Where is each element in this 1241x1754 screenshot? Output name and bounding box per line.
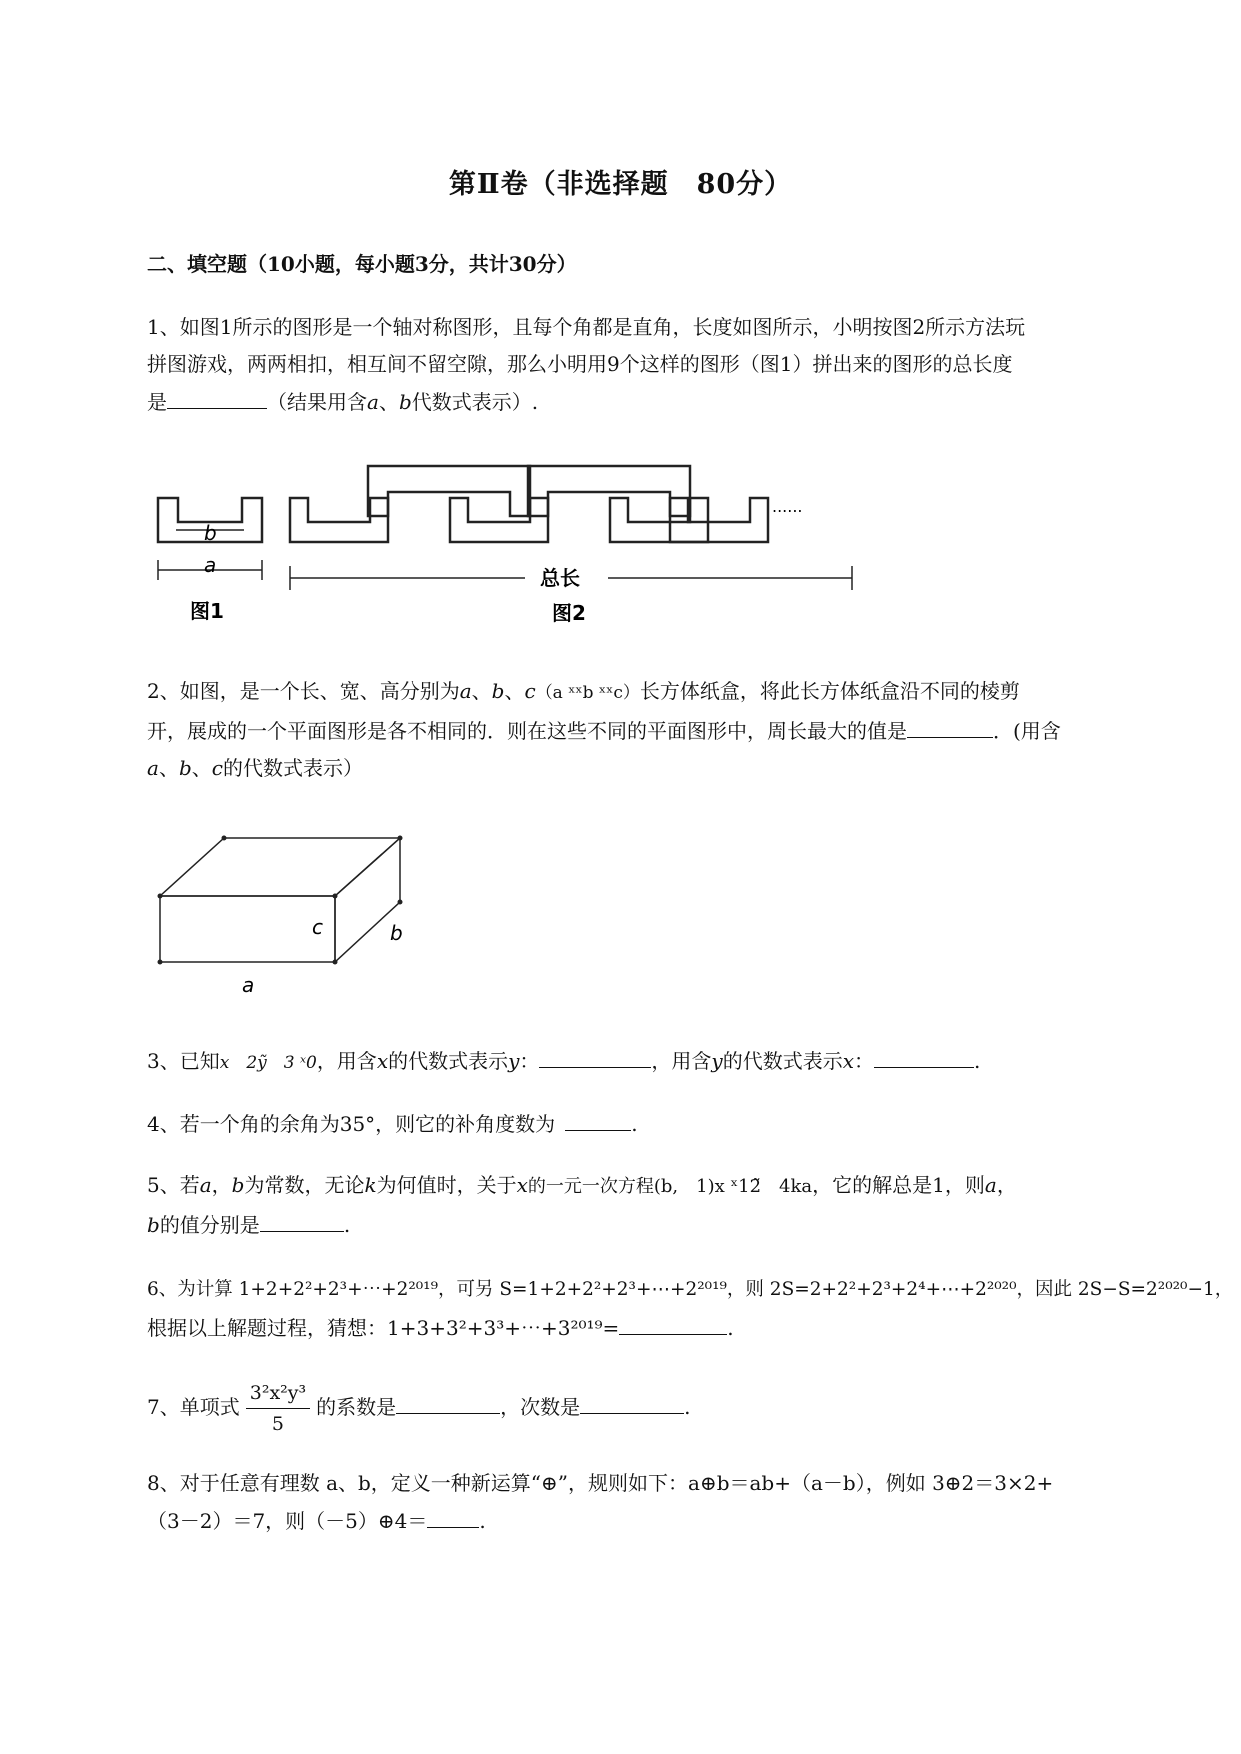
q5-text-f: 的值分别是 [159, 1213, 260, 1237]
page-title: 第Ⅱ卷（非选择题 80分） [448, 169, 793, 200]
q3-text-2: 的代数式表示 [388, 1049, 509, 1073]
q2-condition: （a ˣˣb ˣˣc） [535, 683, 640, 703]
q3-var-y1: y [508, 1049, 520, 1073]
q1-text-c: 代数式表示）. [411, 390, 539, 414]
q5-answer-blank[interactable] [260, 1209, 344, 1232]
q2-line3-sep2: 、 [191, 756, 212, 780]
q6-answer-blank[interactable] [619, 1312, 727, 1335]
q6-text-a: 根据以上解题过程，猜想：1+3+3²+3³+⋯+3²⁰¹⁹= [147, 1316, 620, 1340]
q2-text-e: 的代数式表示） [222, 756, 363, 780]
q5-equation: 的一元一次方程(b, 1)x ˣ12̃ 4ka [527, 1176, 813, 1197]
q1-figure [140, 460, 860, 630]
box-label-a: a [242, 973, 255, 997]
q5-line2 [147, 1209, 1157, 1240]
q4-text: 4、若一个角的余角为35°，则它的补角度数为 [147, 1112, 556, 1136]
q6-end: . [727, 1316, 734, 1340]
q2-line3-b: b [178, 756, 192, 780]
q1-var-b: b [398, 390, 412, 414]
q3-text-3: ： [519, 1049, 540, 1073]
q3-end: . [974, 1049, 981, 1073]
q2-box-figure [150, 820, 440, 1000]
q3-prefix: 3、已知 [147, 1049, 220, 1073]
q3-text-5: 的代数式表示 [722, 1049, 843, 1073]
q8-line1: 8、对于任意有理数 a、b，定义一种新运算“⊕”，规则如下：a⊕b＝ab+（a－b），例如 3⊕2＝3×2+ [147, 1471, 1054, 1495]
question-8 [147, 1468, 1157, 1536]
q5-var-a: a [199, 1173, 212, 1197]
q7-answer-blank-degree[interactable] [580, 1391, 684, 1414]
q3-text-6: ： [854, 1049, 874, 1073]
box-front-face [160, 896, 335, 962]
q1-var-a: a [367, 390, 379, 414]
q1-text-a: 是 [147, 390, 167, 414]
fig2-shape-3 [450, 498, 548, 542]
fig2-shape-1 [290, 498, 388, 542]
q2-text-d: ．(用含 [993, 719, 1061, 743]
box-label-b: b [390, 921, 403, 945]
q4-end: . [631, 1112, 638, 1136]
q5-var-a2: a [984, 1173, 997, 1197]
question-1 [147, 312, 1157, 417]
q5-text-b: 为常数，无论 [244, 1173, 365, 1197]
q3-answer-blank-x[interactable] [874, 1045, 974, 1068]
fig1-caption: 图1 [190, 599, 224, 623]
box-label-c: c [312, 915, 323, 939]
q7-fraction [246, 1378, 310, 1439]
q2-var-a: a [459, 679, 472, 703]
q8-text-a: （3－2）＝7，则（－5）⊕4＝ [147, 1509, 428, 1533]
fig1-label-a: a [204, 553, 217, 577]
question-6 [147, 1275, 1234, 1343]
q3-equation: x 2ỹ 3 ˣ0 [219, 1053, 317, 1073]
q5-text-e: ，它的解总是1，则 [812, 1173, 985, 1197]
q4-answer-blank[interactable] [565, 1108, 631, 1131]
q1-text-b: （结果用含 [267, 390, 367, 414]
fig2-total-label: 总长 [540, 566, 580, 590]
q8-line2 [147, 1505, 1157, 1536]
q7-numerator: 3²x²y³ [246, 1378, 310, 1409]
q7-answer-blank-coefficient[interactable] [396, 1391, 500, 1414]
question-3 [147, 1045, 1157, 1078]
fig2-shape-6 [670, 498, 768, 542]
q8-end: . [479, 1509, 486, 1533]
q5-end: . [343, 1213, 351, 1237]
q5-var-x: x [516, 1173, 528, 1197]
q5-var-k: k [364, 1173, 377, 1197]
q2-answer-blank[interactable] [907, 715, 993, 738]
fig2-caption: 图2 [552, 601, 586, 625]
q8-answer-blank[interactable] [427, 1505, 479, 1528]
q2-line3-a: a [147, 756, 159, 780]
q7-text-b: ，次数是 [500, 1395, 581, 1419]
q1-line1: 1、如图1所示的图形是一个轴对称图形，且每个角都是直角，长度如图所示，小明按图2所示方法玩 [147, 315, 1026, 339]
q7-text-a: 的系数是 [316, 1395, 397, 1419]
q3-var-x1: x [376, 1049, 389, 1073]
q6-line2 [147, 1312, 1167, 1343]
question-5 [147, 1170, 1157, 1240]
q2-line2 [147, 715, 1157, 746]
q7-prefix: 7、单项式 [147, 1395, 240, 1419]
q5-comma: ， [211, 1173, 232, 1197]
q2-line3-c: c [211, 756, 223, 780]
q2-line3 [147, 753, 1157, 783]
fig1-label-b: b [204, 521, 217, 545]
q2-sep2: 、 [504, 679, 525, 703]
q7-end: . [684, 1395, 691, 1419]
q2-text-a: 2、如图，是一个长、宽、高分别为 [147, 679, 460, 703]
question-2 [147, 676, 1157, 783]
q5-text-c: 为何值时，关于 [376, 1173, 517, 1197]
q2-text-c: 开，展成的一个平面图形是各不相同的．则在这些不同的平面图形中，周长最大的值是 [147, 719, 907, 743]
q2-line1 [147, 676, 1157, 708]
q3-var-y2: y [711, 1049, 723, 1073]
q1-sep: 、 [378, 390, 399, 414]
q3-text-1: ，用含 [316, 1049, 377, 1073]
q2-text-b: 长方体纸盒，将此长方体纸盒沿不同的棱剪 [639, 679, 1020, 703]
q1-line2: 拼图游戏，两两相扣，相互间不留空隙，那么小明用9个这样的图形（图1）拼出来的图形的总长度 [147, 352, 1013, 376]
q5-line1 [147, 1170, 1157, 1202]
q6-line1: 6、为计算 1+2+2²+2³+⋯+2²⁰¹⁹，可另 S=1+2+2²+2³+⋯+2²⁰¹⁹，则 2S=2+2²+2³+2⁴+⋯+2²⁰²⁰，因此 2S−S=2²⁰²⁰−1， [147, 1279, 1234, 1300]
q2-var-b: b [491, 679, 505, 703]
q2-line3-sep1: 、 [158, 756, 179, 780]
q1-answer-blank[interactable] [167, 386, 267, 409]
q3-answer-blank-y[interactable] [539, 1045, 651, 1068]
question-4 [147, 1108, 1157, 1139]
box-top-face [160, 838, 400, 896]
q1-line3 [147, 386, 1157, 417]
q5-var-b2: b [147, 1213, 160, 1237]
q5-var-b: b [231, 1173, 245, 1197]
fig2-shape-5 [610, 498, 708, 542]
q2-var-c: c [524, 679, 536, 703]
section-heading: 二、填空题（10小题，每小题3分，共计30分） [147, 252, 577, 276]
q3-text-4: ，用含 [651, 1049, 712, 1073]
q2-sep1: 、 [471, 679, 492, 703]
fig2-dots: ...... [772, 497, 803, 516]
q5-text-a: 5、若 [147, 1173, 200, 1197]
q3-var-x2: x [842, 1049, 854, 1073]
q5-comma2: ， [996, 1173, 1017, 1197]
q7-denominator: 5 [271, 1413, 284, 1435]
question-7 [147, 1378, 1157, 1439]
